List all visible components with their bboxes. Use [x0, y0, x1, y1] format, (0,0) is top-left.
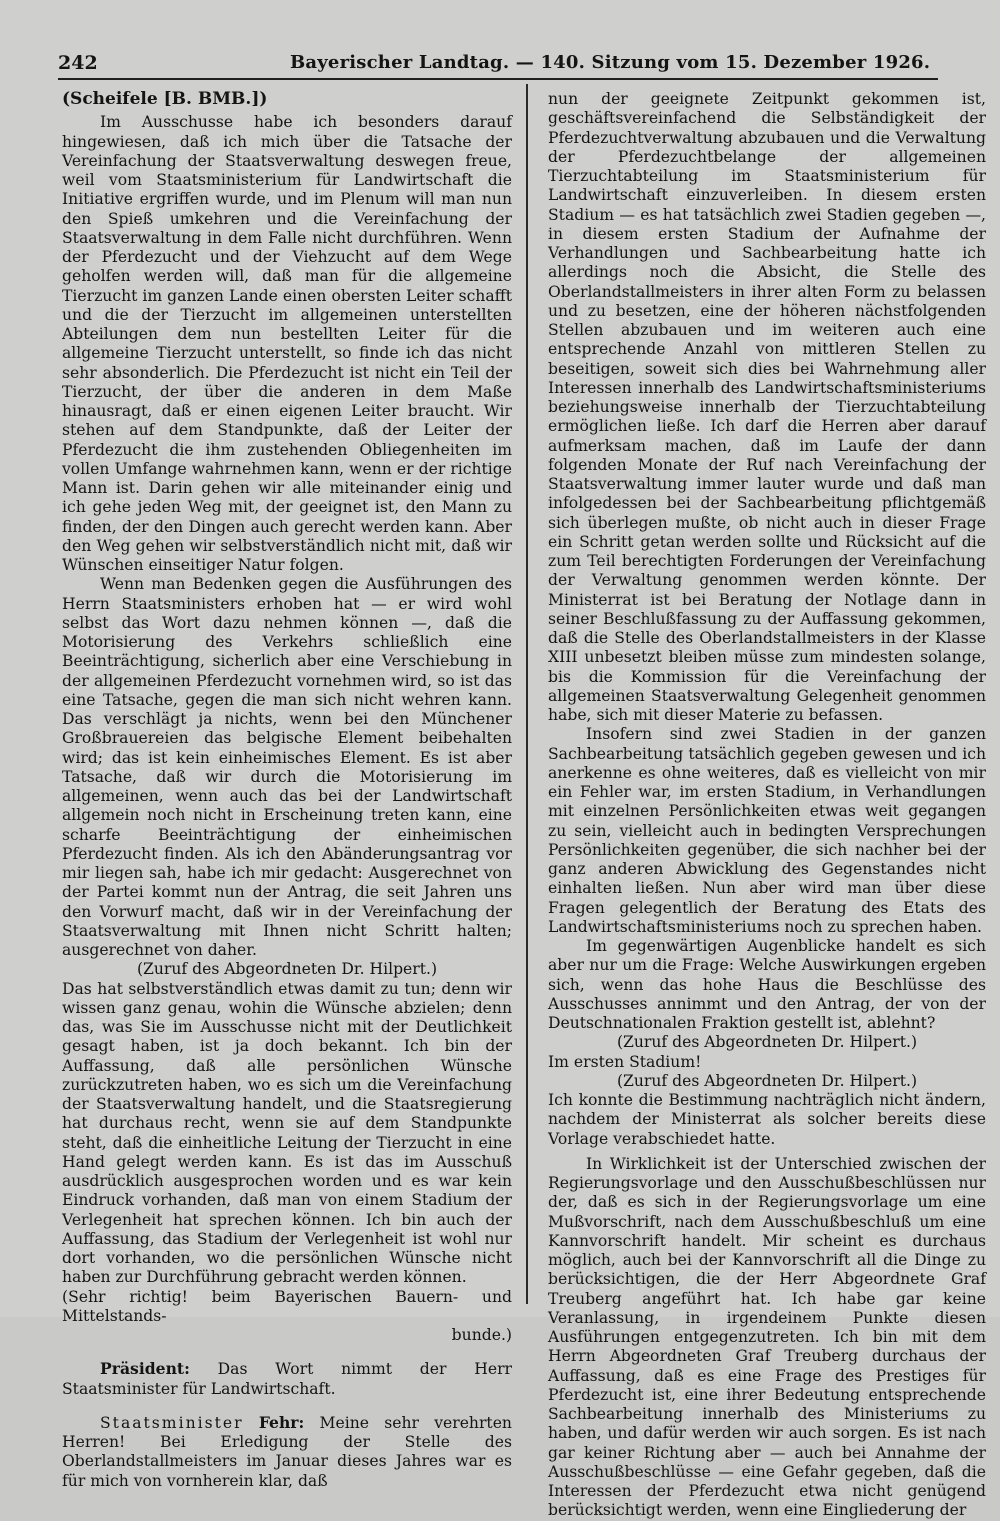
paragraph: In Wirklichkeit ist der Unterschied zwischen der Regierungsvorlage und den Ausschußbeschlüssen nur der, daß es sich in der Regierungsvorlage um eine Mußvorschrift, nach dem Ausschußbeschluß um eine Kannvorschrift handelt. Mir scheint es durchaus möglich, auch bei der Kannvorschrift all die Dinge zu berücksichtigen, die der Herr Abgeordnete Graf Treuberg angeführt hat. Ich habe gar keine Veranlassung, in irgendeinem Punkte diesen Ausführungen entgegenzutreten. Ich bin mit dem Herrn Abgeordneten Graf Treuberg durchaus der Auffassung, daß es eine Frage des Prestiges für Pferdezucht ist, eine ihrer Bedeutung entsprechende Sachbearbeitung innerhalb des Ministeriums zu haben, und dafür werden wir auch sorgen. Es ist nach gar keiner Richtung aber — auch bei Annahme der Ausschußbeschlüsse — eine Gefahr gegeben, daß die Interessen der Pferdezucht etwa nicht genügend berücksichtigt werden, wenn eine Eingliederung der — [548, 1154, 986, 1520]
page-header — [58, 50, 938, 80]
interjection: (Zuruf des Abgeordneten Dr. Hilpert.) — [136, 960, 438, 979]
minister-title: Staatsminister — [100, 1413, 244, 1432]
column-divider — [526, 84, 528, 1304]
page-number: 242 — [58, 52, 98, 74]
paragraph: nun der geeignete Zeitpunkt gekommen ist, geschäftsvereinfachend die Selbständigkeit der Pferdezuchtverwaltung abzubauen und die Verwaltung der Pferdezuchtbelange der allgemeinen Tierzuchtabteilung im Staatsministerium für Landwirtschaft einzuverleiben. In diesem ersten Stadium — es hat tatsächlich zwei Stadien gegeben —, in diesem ersten Stadium der Aufnahme der Verhandlungen und Sachbearbeitung hatte ich allerdings noch die Absicht, die Stelle des Oberlandstallmeisters in ihrer alten Form zu belassen und zu besetzen, eine der höheren nächstfolgenden Stellen abzubauen und im weiteren auch eine entsprechende Anzahl von mittleren Stellen zu beseitigen, soweit sich dies bei Wahrnehmung aller Interessen innerhalb des Landwirtschaftsministeriums beziehungsweise innerhalb der Tierzuchtabteilung ermöglichen ließe. Ich darf die Herren aber darauf aufmerksam machen, daß im Laufe der dann folgenden Monate der Ruf nach Vereinfachung der Staatsverwaltung immer lauter wurde und daß man infolgedessen bei der Sachbearbeitung pflichtgemäß sich überlegen mußte, ob nicht auch in dieser Frage ein Schritt getan werden sollte und Rücksicht auf die zum Teil berechtigten Forderungen der Vereinfachung der Verwaltung genommen werden könnte. Der Ministerrat ist bei Beratung der Notlage dann in seiner Beschlußfassung zu der Auffassung gekommen, daß die Stelle des Oberlandstallmeisters in der Klasse XIII unbesetzt bleiben müsse zum mindesten solange, bis die Kommission für die Vereinfachung der allgemeinen Staatsverwaltung Gelegenheit genommen habe, sich mit dieser Materie zu befassen. — [548, 90, 986, 724]
president-statement — [62, 1359, 512, 1399]
paragraph: Wenn man Bedenken gegen die Ausführungen des Herrn Staatsministers erhoben hat — er wird wohl selbst das Wort dazu nehmen können —, daß die Motorisierung des Verkehrs schließlich eine Beeinträchtigung, sicherlich aber eine Verschiebung in der allgemeinen Pferdezucht vornehmen wird, so ist das eine Tatsache, gegen die man sich nicht wehren kann. Das verschlägt ja nichts, wenn bei den Münchener Großbrauereien das belgische Element beibehalten wird; das ist kein einheimisches Element. Es ist aber Tatsache, daß wir durch die Motorisierung im allgemeinen, wenn auch das bei der Landwirtschaft allgemein noch nicht in Erscheinung treten kann, eine scharfe Beeinträchtigung der einheimischen Pferdezucht finden. Als ich den Abänderungsantrag vor mir liegen sah, habe ich mir gedacht: Ausgerechnet von der Partei kommt nun der Antrag, die seit Jahren uns den Vorwurf macht, daß wir in der Vereinfachung der Staatsverwaltung mit Ihnen nicht Schritt halten; ausgerechnet von daher. — [62, 575, 512, 959]
paragraph: Im Ausschusse habe ich besonders darauf hingewiesen, daß ich mich über die Tatsache der Vereinfachung der Staatsverwaltung deswegen freue, weil vom Staatsministerium für Landwirtschaft die Initiative ergriffen wurde, und im Plenum will man nun den Spieß umkehren und die Vereinfachung der Staatsverwaltung in dem Falle nicht durchführen. Wenn der Pferdezucht und der Viehzucht auf dem Wege geholfen werden will, daß man für die allgemeine Tierzucht im ganzen Lande einen obersten Leiter schafft und die der Tierzucht im allgemeinen unterstellten Abteilungen dem nun bestellten Leiter für die allgemeine Tierzucht unterstellt, so finde ich das nicht sehr absonderlich. Die Pferdezucht ist nicht ein Teil der Tierzucht, der über die anderen in dem Maße hinausragt, daß er einen eigenen Leiter braucht. Wir stehen auf dem Standpunkte, daß der Leiter der Pferdezucht die ihm zustehenden Obliegenheiten im vollen Umfange wahrnehmen kann, wenn er der richtige Mann ist. Darin gehen wir alle miteinander einig und ich gehe jeden Weg mit, der geeignet ist, den Mann zu finden, der den Dingen auch gerecht werden kann. Aber den Weg gehen wir selbstverständlich nicht mit, daß wir Wünschen einseitiger Natur folgen. — [62, 113, 512, 574]
paragraph: Ich konnte die Bestimmung nachträglich nicht ändern, nachdem der Ministerrat als solcher bereits diese Vorlage verabschiedet hatte. — [548, 1091, 986, 1148]
minister-name: Fehr: — [258, 1412, 305, 1432]
president-text: Das Wort nimmt der Herr Staatsminister für Landwirtschaft. — [62, 1360, 512, 1398]
president-label: Präsident: — [100, 1359, 190, 1379]
applause-note-continued: bunde.) — [451, 1326, 512, 1344]
running-head: Bayerischer Landtag. — 140. Sitzung vom 15. Dezember 1926. — [290, 52, 931, 73]
minister-statement — [62, 1413, 512, 1491]
left-column — [62, 90, 512, 1491]
right-column — [548, 90, 986, 1521]
paragraph: Im gegenwärtigen Augenblicke handelt es sich aber nur um die Frage: Welche Auswirkungen ergeben sich, wenn das hohe Haus die Beschlüsse des Ausschusses annimmt und den Antrag, der von der Deutschnationalen Fraktion gestellt ist, ablehnt? — [548, 937, 986, 1032]
paragraph: Insofern sind zwei Stadien in der ganzen Sachbearbeitung tatsächlich gegeben gewesen und ich anerkenne es ohne weiteres, daß es vielleicht von mir ein Fehler war, im ersten Stadium, in Verhandlungen mit einzelnen Persönlichkeiten etwas weit gegangen zu sein, vielleicht auch in bedingten Versprechungen Persönlichkeiten gegenüber, die sich nachher bei der ganz anderen Abwicklung des Gegenstandes nicht einhalten ließen. Nun aber wird man über diese Fragen gelegentlich der Beratung des Etats des Landwirtschaftsministeriums noch zu sprechen haben. — [548, 725, 986, 936]
minister-text: Meine sehr verehrten Herren! Bei Erledigung der Stelle des Oberlandstallmeisters im Januar dieses Jahres war es für mich von vornherein klar, daß — [62, 1413, 512, 1490]
paragraph: Das hat selbstverständlich etwas damit zu tun; denn wir wissen ganz genau, wohin die Wünsche abzielen; denn das, was Sie im Ausschusse nicht mit der Deutlichkeit gesagt haben, ist ja doch bekannt. Ich bin der Auffassung, daß alle persönlichen Wünsche zurückzutreten haben, wo es sich um die Vereinfachung der Staatsverwaltung handelt, und die Staatsregierung hat durchaus recht, wenn sie auf dem Standpunkte steht, daß die einheitliche Leitung der Tierzucht in eine Hand gelegt werden kann. Es ist das im Ausschuß ausdrücklich ausgesprochen worden und es war kein Eindruck vorhanden, daß man von einem Stadium der Verlegenheit hat sprechen können. Ich bin auch der Auffassung, das Stadium der Verlegenheit ist wohl nur dort vorhanden, wo die persönlichen Wünsche nicht haben zur Durchführung gebracht werden können. — [62, 979, 512, 1287]
short-line: Im ersten Stadium! — [548, 1052, 702, 1071]
speaker-heading: (Scheifele [B. BMB.]) — [62, 89, 268, 109]
interjection: (Zuruf des Abgeordneten Dr. Hilpert.) — [616, 1033, 918, 1052]
applause-note: (Sehr richtig! beim Bayerischen Bauern- und Mittelstands- — [62, 1287, 512, 1325]
interjection: (Zuruf des Abgeordneten Dr. Hilpert.) — [616, 1071, 918, 1090]
